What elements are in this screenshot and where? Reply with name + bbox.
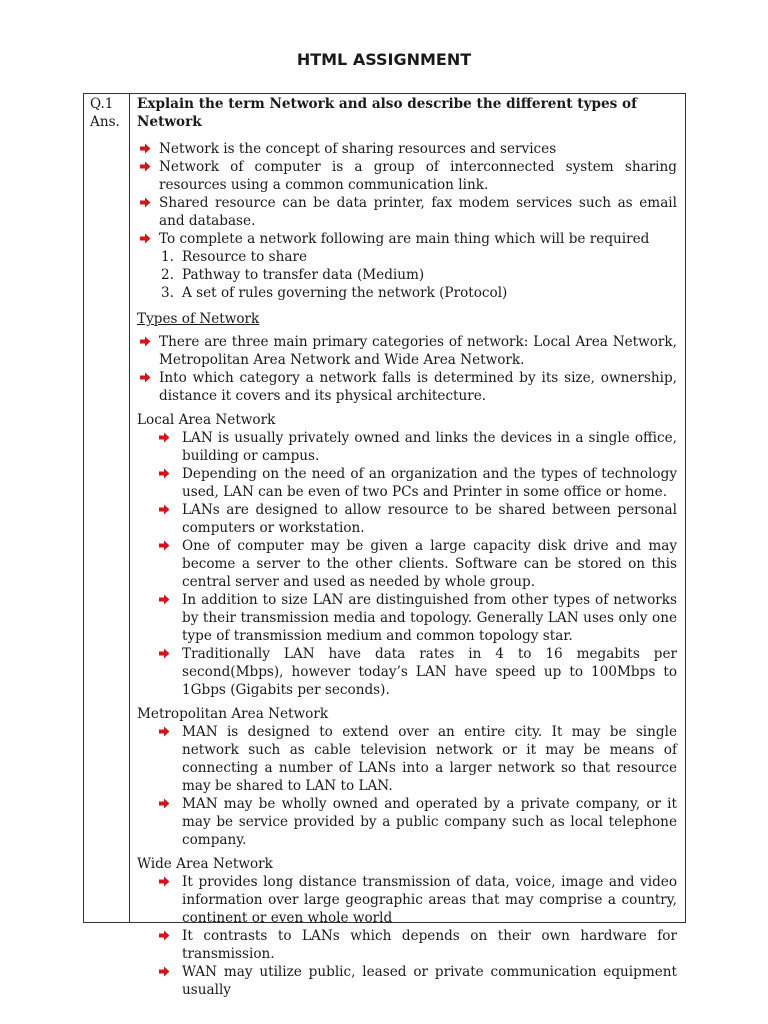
man-heading: Metropolitan Area Network xyxy=(137,706,329,722)
list-item: Network of computer is a group of interconnected system sharing resources using a common communication link. xyxy=(137,158,677,194)
list-item: In addition to size LAN are distinguished from other types of networks by their transmission media and topology. Generally LAN uses only one type of transmission medium and common topology star. xyxy=(137,591,677,645)
intro-list xyxy=(137,140,677,248)
red-arrow-bullet-icon xyxy=(159,930,170,941)
wan-list xyxy=(137,873,677,999)
question-table xyxy=(83,93,686,998)
list-item: MAN may be wholly owned and operated by a private company, or it may be service provided by a public company such as local telephone company. xyxy=(137,795,677,849)
red-arrow-bullet-icon xyxy=(159,432,170,443)
numbered-item: 3. A set of rules governing the network (Protocol) xyxy=(161,285,508,301)
lan-list xyxy=(137,429,677,699)
numbered-item: 1. Resource to share xyxy=(161,249,308,265)
list-item: Shared resource can be data printer, fax modem services such as email and database. xyxy=(137,194,677,230)
question-number: Q.1 xyxy=(90,96,114,112)
answer-column xyxy=(130,94,685,998)
list-item: Traditionally LAN have data rates in 4 to 16 megabits per second(Mbps), however today’s LAN have speed up to 100Mbps to 1Gbps (Gigabits per seconds). xyxy=(137,645,677,699)
red-arrow-bullet-icon xyxy=(159,468,170,479)
red-arrow-bullet-icon xyxy=(159,504,170,515)
requirements-list xyxy=(137,248,677,302)
types-list xyxy=(137,333,677,405)
red-arrow-bullet-icon xyxy=(140,143,151,154)
list-item: Depending on the need of an organization and the types of technology used, LAN can be even of two PCs and Printer in some office or home. xyxy=(137,465,677,501)
red-arrow-bullet-icon xyxy=(159,966,170,977)
red-arrow-bullet-icon xyxy=(159,648,170,659)
lan-heading: Local Area Network xyxy=(137,412,276,428)
list-item: One of computer may be given a large capacity disk drive and may become a server to the other clients. Software can be stored on this central server and used as needed by whole group. xyxy=(137,537,677,591)
numbered-item: 2. Pathway to transfer data (Medium) xyxy=(161,267,425,283)
types-heading: Types of Network xyxy=(137,311,260,327)
red-arrow-bullet-icon xyxy=(159,726,170,737)
list-item: There are three main primary categories of network: Local Area Network, Metropolitan Area Network and Wide Area Network. xyxy=(137,333,677,369)
red-arrow-bullet-icon xyxy=(159,540,170,551)
wan-heading: Wide Area Network xyxy=(137,856,273,872)
list-item: It provides long distance transmission of data, voice, image and video information over large geographic areas that may comprise a country, continent or even whole world xyxy=(137,873,677,927)
list-item: WAN may utilize public, leased or private communication equipment usually xyxy=(137,963,677,999)
red-arrow-bullet-icon xyxy=(140,197,151,208)
red-arrow-bullet-icon xyxy=(159,876,170,887)
red-arrow-bullet-icon xyxy=(140,336,151,347)
list-item: LANs are designed to allow resource to be shared between personal computers or workstation. xyxy=(137,501,677,537)
man-list xyxy=(137,723,677,849)
red-arrow-bullet-icon xyxy=(159,798,170,809)
question-label-column xyxy=(84,94,130,922)
red-arrow-bullet-icon xyxy=(140,372,151,383)
answer-label: Ans. xyxy=(90,114,120,130)
red-arrow-bullet-icon xyxy=(140,233,151,244)
list-item: Into which category a network falls is determined by its size, ownership, distance it covers and its physical architecture. xyxy=(137,369,677,405)
list-item: Network is the concept of sharing resources and services xyxy=(137,140,677,158)
list-item: MAN is designed to extend over an entire city. It may be single network such as cable television network or it may be means of connecting a number of LANs into a larger network so that resource may be shared to LAN to LAN. xyxy=(137,723,677,795)
list-item: LAN is usually privately owned and links the devices in a single office, building or campus. xyxy=(137,429,677,465)
document-title: HTML ASSIGNMENT xyxy=(296,50,472,69)
question-text: Explain the term Network and also describe the different types of Network xyxy=(137,96,637,130)
red-arrow-bullet-icon xyxy=(159,594,170,605)
list-item: To complete a network following are main thing which will be required xyxy=(137,230,677,248)
red-arrow-bullet-icon xyxy=(140,161,151,172)
list-item: It contrasts to LANs which depends on their own hardware for transmission. xyxy=(137,927,677,963)
